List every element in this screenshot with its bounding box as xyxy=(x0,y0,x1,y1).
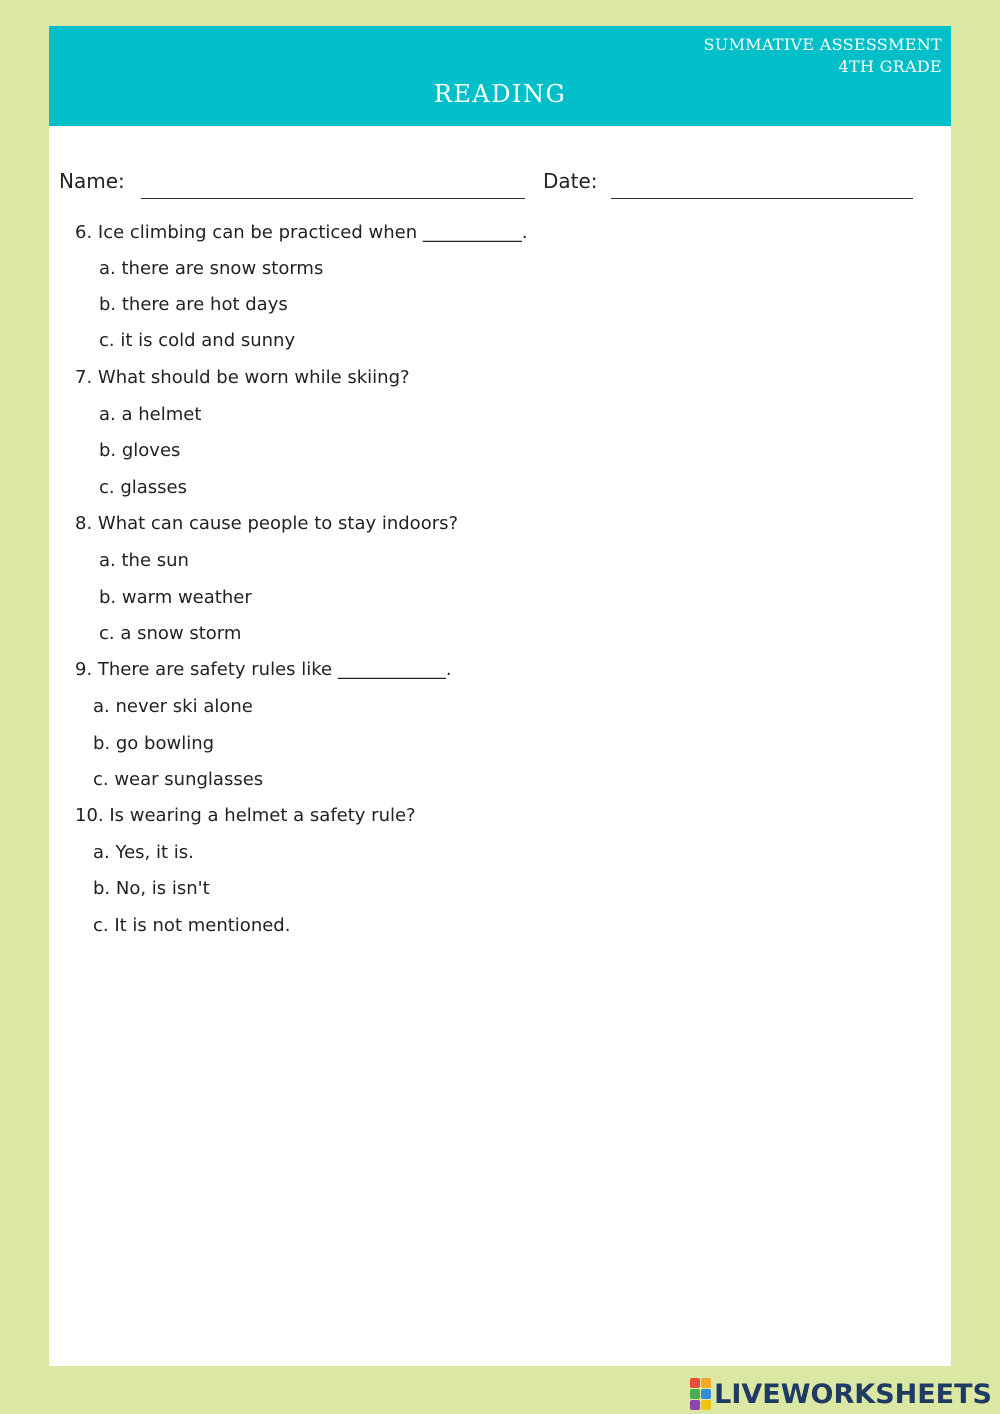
option-10b[interactable]: b. No, is isn't xyxy=(93,878,210,899)
option-7c[interactable]: c. glasses xyxy=(99,477,188,498)
header-subtitle xyxy=(704,34,942,78)
liveworksheets-logo[interactable] xyxy=(690,1378,992,1410)
question-8: 8. What can cause people to stay indoors? xyxy=(75,513,459,534)
option-8c[interactable]: c. a snow storm xyxy=(99,623,242,644)
option-8a[interactable]: a. the sun xyxy=(99,550,189,571)
option-8b[interactable]: b. warm weather xyxy=(99,587,252,608)
header-banner xyxy=(49,26,951,126)
date-label: Date: xyxy=(543,169,598,193)
name-label: Name: xyxy=(59,169,125,193)
option-6a[interactable]: a. there are snow storms xyxy=(99,258,324,279)
worksheet-page xyxy=(49,26,951,1366)
grade-label: 4TH GRADE xyxy=(838,57,942,76)
name-field[interactable] xyxy=(141,198,525,199)
option-7b[interactable]: b. gloves xyxy=(99,440,181,461)
option-9a[interactable]: a. never ski alone xyxy=(93,696,253,717)
option-6b[interactable]: b. there are hot days xyxy=(99,294,288,315)
option-10c[interactable]: c. It is not mentioned. xyxy=(93,915,291,936)
option-10a[interactable]: a. Yes, it is. xyxy=(93,842,194,863)
logo-text: LIVEWORKSHEETS xyxy=(714,1378,992,1410)
option-6c[interactable]: c. it is cold and sunny xyxy=(99,330,296,351)
option-7a[interactable]: a. a helmet xyxy=(99,404,202,425)
question-10: 10. Is wearing a helmet a safety rule? xyxy=(75,805,416,826)
question-6: 6. Ice climbing can be practiced when ___________. xyxy=(75,222,528,243)
question-7: 7. What should be worn while skiing? xyxy=(75,367,410,388)
option-9b[interactable]: b. go bowling xyxy=(93,733,215,754)
question-9: 9. There are safety rules like ____________. xyxy=(75,659,452,680)
option-9c[interactable]: c. wear sunglasses xyxy=(93,769,264,790)
assessment-label: SUMMATIVE ASSESSMENT xyxy=(703,35,942,54)
page-title: READING xyxy=(433,80,567,108)
date-field[interactable] xyxy=(611,198,913,199)
logo-blocks-icon xyxy=(690,1378,711,1410)
